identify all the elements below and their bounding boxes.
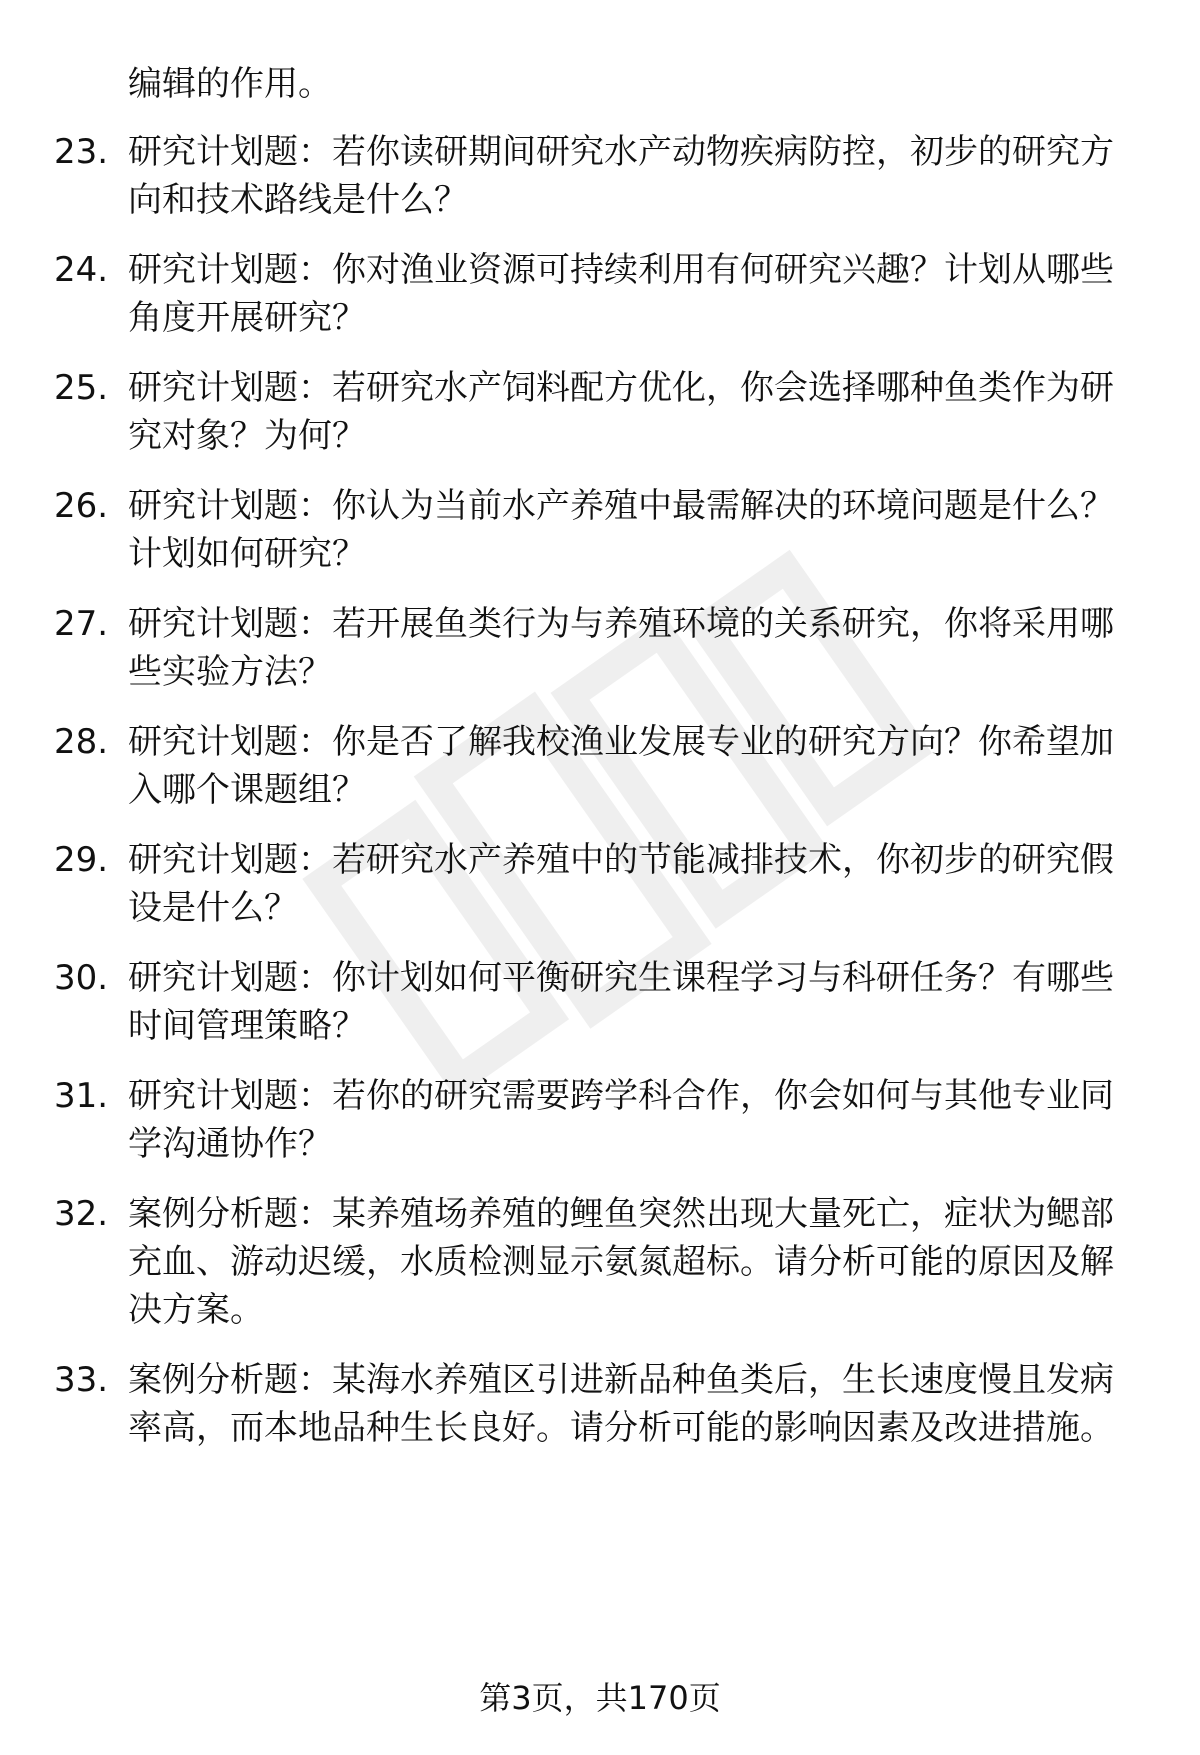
- question-number: 31.: [54, 1076, 109, 1116]
- question-text: 研究计划题：你计划如何平衡研究生课程学习与科研任务？有哪些时间管理策略？: [128, 958, 1114, 1046]
- question-text: 研究计划题：你是否了解我校渔业发展专业的研究方向？你希望加入哪个课题组？: [128, 722, 1114, 810]
- question-text: 案例分析题：某海水养殖区引进新品种鱼类后，生长速度慢且发病率高，而本地品种生长良好。请分析可能的影响因素及改进措施。: [128, 1360, 1114, 1448]
- question-number: 29.: [54, 840, 109, 880]
- question-text: 研究计划题：若你的研究需要跨学科合作，你会如何与其他专业同学沟通协作？: [128, 1076, 1114, 1164]
- question-number: 27.: [54, 604, 109, 644]
- question-text: 研究计划题：若研究水产饲料配方优化，你会选择哪种鱼类作为研究对象？为何？: [128, 368, 1114, 456]
- continuation-text: 编辑的作用。: [128, 64, 332, 104]
- question-text: 研究计划题：若你读研期间研究水产动物疾病防控，初步的研究方向和技术路线是什么？: [128, 132, 1114, 220]
- question-text: 案例分析题：某养殖场养殖的鲤鱼突然出现大量死亡，症状为鳃部充血、游动迟缓，水质检测显示氨氮超标。请分析可能的原因及解决方案。: [128, 1194, 1114, 1330]
- question-number: 23.: [54, 132, 109, 172]
- question-text: 研究计划题：你对渔业资源可持续利用有何研究兴趣？计划从哪些角度开展研究？: [128, 250, 1114, 338]
- page-footer: 第3页，共170页: [479, 1679, 721, 1717]
- question-number: 26.: [54, 486, 109, 526]
- question-number: 32.: [54, 1194, 109, 1234]
- question-text: 研究计划题：你认为当前水产养殖中最需解决的环境问题是什么？计划如何研究？: [128, 486, 1114, 574]
- question-number: 30.: [54, 958, 109, 998]
- question-number: 25.: [54, 368, 109, 408]
- question-number: 24.: [54, 250, 109, 290]
- question-number: 33.: [54, 1360, 109, 1400]
- question-text: 研究计划题：若开展鱼类行为与养殖环境的关系研究，你将采用哪些实验方法？: [128, 604, 1114, 692]
- question-number: 28.: [54, 722, 109, 762]
- question-text: 研究计划题：若研究水产养殖中的节能减排技术，你初步的研究假设是什么？: [128, 840, 1114, 928]
